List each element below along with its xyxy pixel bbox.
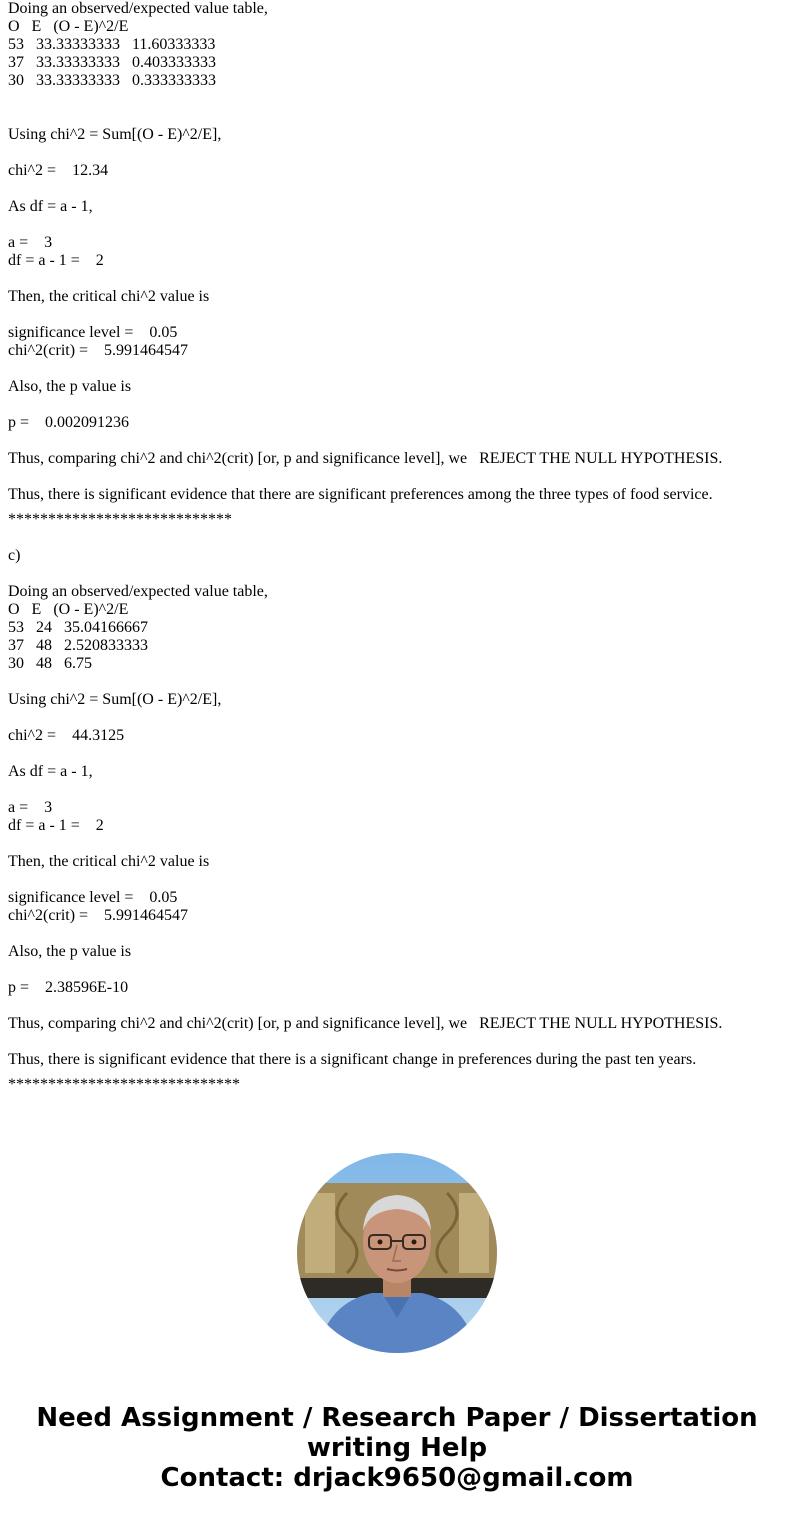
table-intro: Doing an observed/expected value table, bbox=[8, 0, 268, 17]
chi2-value: chi^2 = 12.34 bbox=[8, 162, 109, 179]
table-header: O E (O - E)^2/E bbox=[8, 18, 129, 35]
table-row: 53 33.33333333 11.60333333 bbox=[8, 36, 216, 53]
separator: ***************************** bbox=[8, 1076, 240, 1093]
solution-document bbox=[8, 0, 788, 1094]
df-intro: As df = a - 1, bbox=[8, 198, 93, 215]
author-avatar bbox=[297, 1153, 497, 1353]
table-row: 30 33.33333333 0.333333333 bbox=[8, 72, 216, 89]
table-row: 53 24 35.04166667 bbox=[8, 619, 148, 636]
critical-value: chi^2(crit) = 5.991464547 bbox=[8, 342, 189, 359]
decision-text: Thus, comparing chi^2 and chi^2(crit) [or, p and significance level], we REJECT THE NULL HYPOTHESIS. bbox=[8, 1015, 723, 1032]
separator: **************************** bbox=[8, 511, 232, 528]
df-value: df = a - 1 = 2 bbox=[8, 817, 104, 834]
part-label: c) bbox=[8, 547, 21, 564]
footer-contact: Contact: drjack9650@gmail.com bbox=[160, 1463, 634, 1493]
table-intro: Doing an observed/expected value table, bbox=[8, 583, 268, 600]
significance-level: significance level = 0.05 bbox=[8, 324, 178, 341]
p-intro: Also, the p value is bbox=[8, 378, 132, 395]
table-row: 37 33.33333333 0.403333333 bbox=[8, 54, 216, 71]
p-value: p = 0.002091236 bbox=[8, 414, 130, 431]
a-value: a = 3 bbox=[8, 234, 53, 251]
table-row: 30 48 6.75 bbox=[8, 655, 92, 672]
conclusion-text: Thus, there is significant evidence that there is a significant change in preferences during the past ten years. bbox=[8, 1051, 697, 1068]
contact-footer bbox=[0, 1403, 794, 1493]
p-intro: Also, the p value is bbox=[8, 943, 132, 960]
decision-text: Thus, comparing chi^2 and chi^2(crit) [or, p and significance level], we REJECT THE NULL HYPOTHESIS. bbox=[8, 450, 723, 467]
chi2-value: chi^2 = 44.3125 bbox=[8, 727, 125, 744]
table-row: 37 48 2.520833333 bbox=[8, 637, 148, 654]
df-value: df = a - 1 = 2 bbox=[8, 252, 104, 269]
footer-subline: writing Help bbox=[306, 1433, 488, 1463]
portrait-illustration bbox=[297, 1153, 497, 1353]
crit-intro: Then, the critical chi^2 value is bbox=[8, 853, 210, 870]
critical-value: chi^2(crit) = 5.991464547 bbox=[8, 907, 189, 924]
a-value: a = 3 bbox=[8, 799, 53, 816]
formula-text: Using chi^2 = Sum[(O - E)^2/E], bbox=[8, 126, 222, 143]
footer-headline: Need Assignment / Research Paper / Dissertation bbox=[36, 1403, 758, 1433]
df-intro: As df = a - 1, bbox=[8, 763, 93, 780]
crit-intro: Then, the critical chi^2 value is bbox=[8, 288, 210, 305]
p-value: p = 2.38596E-10 bbox=[8, 979, 129, 996]
formula-text: Using chi^2 = Sum[(O - E)^2/E], bbox=[8, 691, 222, 708]
table-header: O E (O - E)^2/E bbox=[8, 601, 129, 618]
conclusion-text: Thus, there is significant evidence that there are significant preferences among the three types of food service. bbox=[8, 486, 713, 503]
significance-level: significance level = 0.05 bbox=[8, 889, 178, 906]
